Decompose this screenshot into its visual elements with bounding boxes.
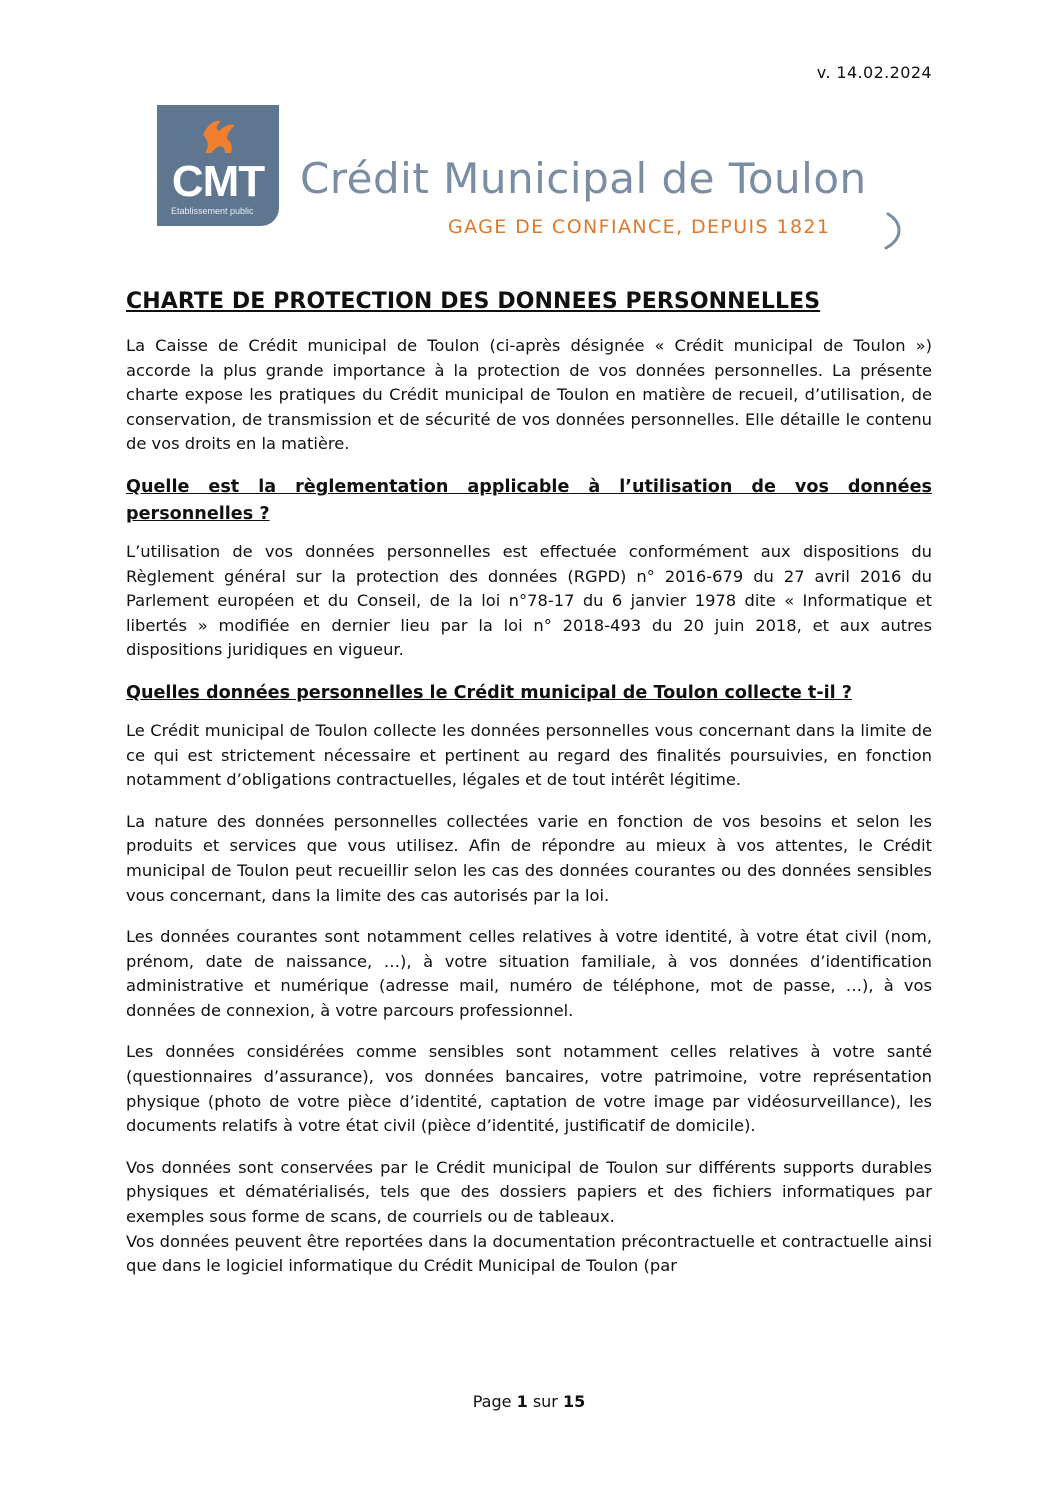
griffin-icon — [197, 117, 241, 157]
section-heading-regulation: Quelle est la règlementation applicable à l’utilisation de vos données personnelles ? — [126, 476, 932, 524]
footer-page-word: Page — [472, 1392, 512, 1411]
version-label: v. 14.02.2024 — [816, 63, 932, 82]
document-title: CHARTE DE PROTECTION DES DONNEES PERSONNELLES — [126, 289, 821, 314]
collected-data-paragraph-3: Les données courantes sont notamment celles relatives à votre identité, à votre état civil (nom, prénom, date de naissance, …), à votre situation familiale, à vos données d’identification administrative et numérique (adresse mail, numéro de téléphone, mot de passe, …), à vos données de connexion, à votre parcours professionnel. — [126, 927, 932, 1020]
collected-data-paragraph-5: Vos données sont conservées par le Crédit municipal de Toulon sur différents supports durables physiques et dématérialisés, tels que des dossiers papiers et des fichiers informatiques par exemples sous forme de scans, de courriels ou de tableaux. — [126, 1157, 932, 1227]
footer-of-word: sur — [532, 1392, 558, 1411]
swoosh-icon — [880, 212, 910, 252]
collected-data-paragraph-6: Vos données peuvent être reportées dans la documentation précontractuelle et contractuelle ainsi que dans le logiciel informatique du Crédit Municipal de Toulon (par — [126, 1231, 932, 1276]
page-footer — [0, 1392, 1058, 1411]
document-body — [126, 289, 932, 1279]
collected-data-paragraph-2: La nature des données personnelles collectées varie en fonction de vos besoins et selon les produits et services que vous utilisez. Afin de répondre au mieux à vos attentes, le Crédit municipal de Toulon peut recueillir selon les cas des données courantes ou des données sensibles vous concernant, dans la limite des cas autorisés par la loi. — [126, 811, 932, 905]
collected-data-paragraph-4: Les données considérées comme sensibles sont notamment celles relatives à votre santé (questionnaires d’assurance), vos données bancaires, votre patrimoine, votre représentation physique (photo de votre pièce d’identité, captation de votre image par vidéosurveillance), les documents relatifs à votre état civil (pièce d’identité, justificatif de domicile). — [126, 1042, 932, 1136]
cmt-logo — [157, 105, 279, 226]
logo-subtitle: Etablissement public — [171, 206, 254, 216]
brand-name: Crédit Municipal de Toulon — [300, 154, 867, 203]
footer-total-pages: 15 — [562, 1392, 586, 1411]
intro-paragraph: La Caisse de Crédit municipal de Toulon (ci-après désignée « Crédit municipal de Toulon ») accorde la plus grande importance à la protection de vos données personnelles. La présente charte expose les pratiques du Crédit municipal de Toulon en matière de recueil, d’utilisation, de conservation, de transmission et de sécurité de vos données personnelles. Elle détaille le contenu de vos droits en la matière. — [126, 336, 932, 454]
footer-current-page: 1 — [516, 1392, 528, 1411]
brand-tagline: GAGE DE CONFIANCE, DEPUIS 1821 — [448, 216, 831, 238]
regulation-paragraph: L’utilisation de vos données personnelles est effectuée conformément aux dispositions du Règlement général sur la protection des données (RGPD) n° 2016-679 du 27 avril 2016 du Parlement européen et du Conseil, de la loi n°78-17 du 6 janvier 1978 dite « Informatique et libertés » modifiée en dernier lieu par la loi n° 2018-493 du 20 juin 2018, et aux autres dispositions juridiques en vigueur. — [126, 541, 932, 660]
collected-data-paragraph-1: Le Crédit municipal de Toulon collecte les données personnelles vous concernant dans la limite de ce qui est strictement nécessaire et pertinent au regard des finalités poursuivies, en fonction notamment d’obligations contractuelles, légales et de tout intérêt légitime. — [126, 720, 932, 790]
logo-abbrev: CMT — [171, 157, 265, 206]
section-heading-collected-data: Quelles données personnelles le Crédit municipal de Toulon collecte t-il ? — [126, 682, 853, 703]
